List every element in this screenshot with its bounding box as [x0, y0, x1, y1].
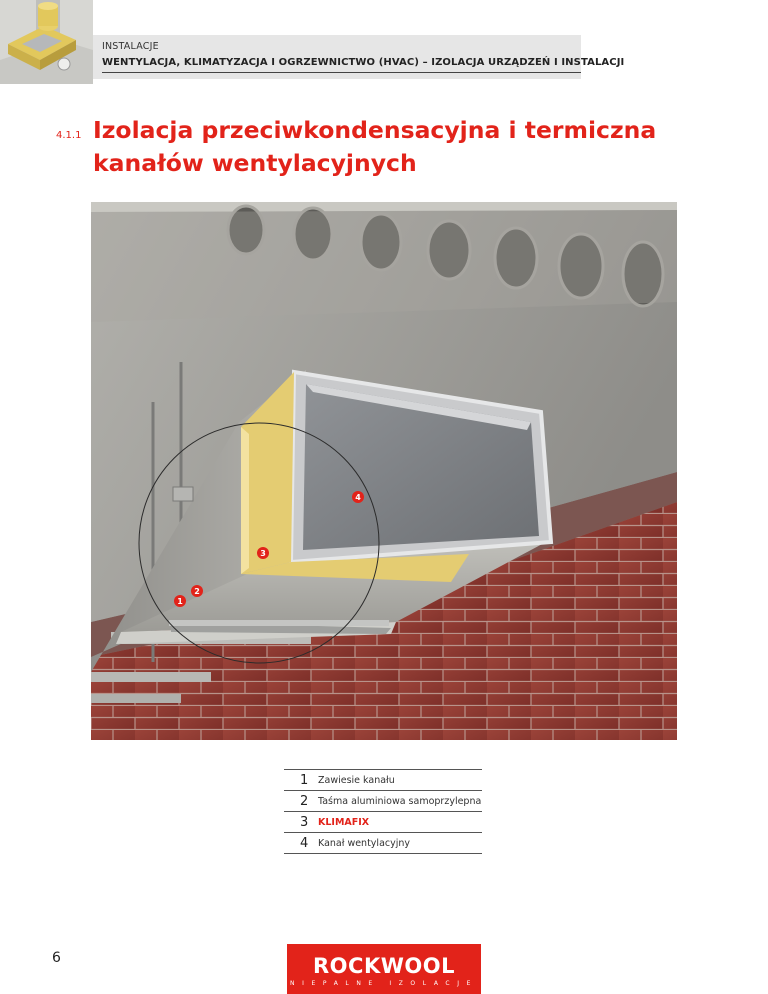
logo-wordmark: ROCKWOOL	[313, 954, 455, 978]
callout-3: 3	[260, 549, 266, 558]
header-category: INSTALACJE	[102, 41, 159, 52]
legend-item	[284, 769, 482, 790]
duct-illustration	[91, 202, 677, 740]
figure-legend	[284, 769, 482, 854]
legend-label: Kanał wentylacyjny	[318, 837, 411, 849]
logo-tagline: NIEPALNE IZOLACJE	[290, 980, 478, 987]
legend-number: 3	[300, 814, 309, 830]
section-number: 4.1.1	[56, 130, 82, 141]
section-thumbnail	[0, 0, 93, 84]
legend-item	[284, 811, 482, 832]
header-subtitle: WENTYLACJA, KLIMATYZACJA I OGRZEWNICTWO (HVAC) – IZOLACJA URZĄDZEŃ I INSTALACJI	[102, 57, 625, 68]
legend-label: Taśma aluminiowa samoprzylepna	[318, 795, 482, 807]
legend-item	[284, 832, 482, 854]
page-number: 6	[52, 950, 61, 966]
legend-number: 4	[300, 835, 309, 851]
legend-item	[284, 790, 482, 811]
legend-label: Zawiesie kanału	[318, 774, 395, 786]
duct-insulation-thumbnail-icon	[0, 0, 93, 84]
section-title	[93, 114, 657, 180]
header-divider	[102, 72, 581, 73]
callout-2: 2	[194, 587, 200, 596]
legend-label-product: KLIMAFIX	[318, 816, 370, 828]
section-title-line-1: Izolacja przeciwkondensacyjna i termiczna	[93, 116, 657, 144]
callout-4: 4	[355, 493, 361, 502]
ventilation-duct-render	[91, 202, 677, 740]
section-title-line-2: kanałów wentylacyjnych	[93, 149, 417, 177]
legend-number: 2	[300, 793, 309, 809]
callout-1: 1	[177, 597, 183, 606]
rockwool-logo	[287, 944, 481, 994]
legend-number: 1	[300, 772, 309, 788]
